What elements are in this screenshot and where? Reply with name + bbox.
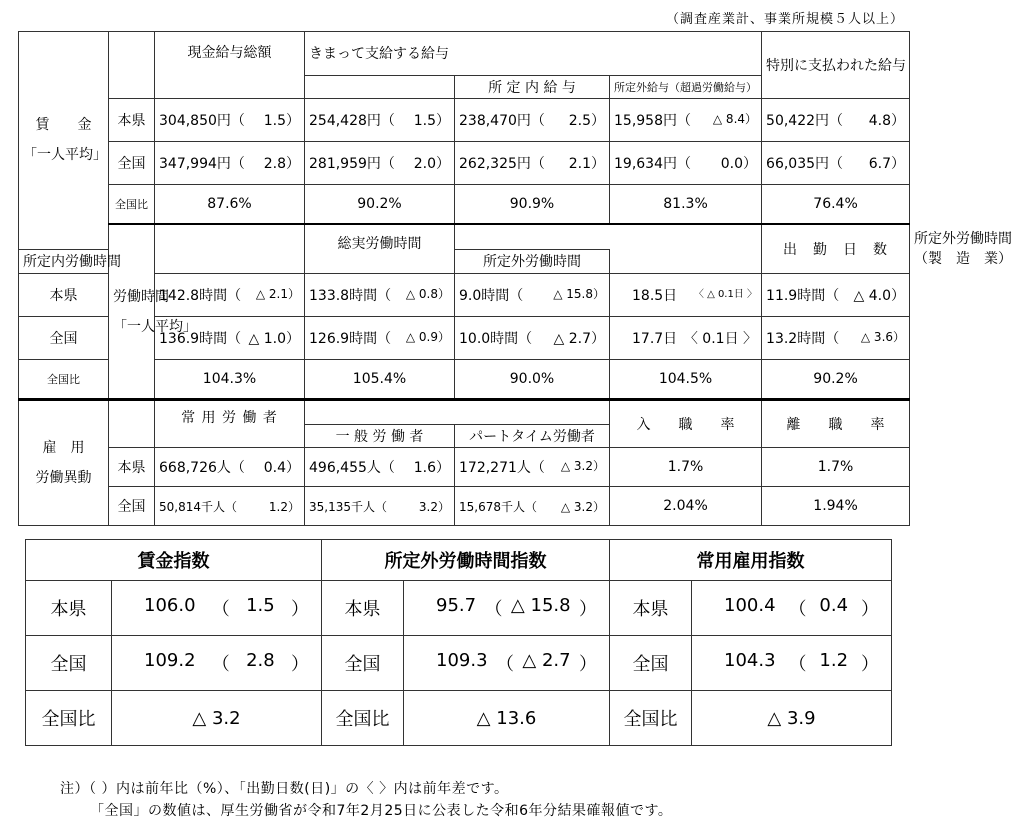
ratio-cell: 87.6% [155,185,305,225]
row-label-prefecture: 本県 [109,448,155,487]
cell: 668,726人（ 0.4） [155,448,305,487]
index-ratio-cell: △ 3.9 [692,691,892,746]
index-ratio-cell: △ 3.2 [112,691,322,746]
cell: 50,422円（ 4.8） [762,99,910,142]
cell: 142.8時間（ △ 2.1） [155,274,305,317]
header-total-wage: 現金給与総額 [155,32,305,99]
cell: 133.8時間（ △ 0.8） [305,274,455,317]
row-label-national: 全国 [610,636,692,691]
ratio-cell: 90.2% [762,360,910,400]
cell: 1.7% [762,448,910,487]
header-fixed-wage: きまって支給する給与 [305,32,762,76]
row-label-ratio: 全国比 [26,691,112,746]
cell: 136.9時間（ △ 1.0） [155,317,305,360]
header-wage-index: 賃金指数 [26,540,322,581]
footnote-2: 「全国」の数値は、厚生労働省が令和7年2月25日に公表した令和6年分結果確報値です。 [90,803,673,819]
index-ratio-cell: △ 13.6 [404,691,610,746]
header-attendance-days: 出 勤 日 数 [762,224,910,274]
cell: 304,850円（ 1.5） [155,99,305,142]
index-cell: 109.3 （ △ 2.7 ） [404,636,610,691]
row-label-ratio: 全国比 [610,691,692,746]
row-label-prefecture: 本県 [610,581,692,636]
index-table [25,539,892,746]
cell: 66,035円（ 6.7） [762,142,910,185]
cell: 9.0時間（ △ 15.8） [455,274,610,317]
ratio-cell: 90.0% [455,360,610,400]
cell: 238,470円（ 2.5） [455,99,610,142]
cell: 281,959円（ 2.0） [305,142,455,185]
wage-section-label: 賃 金 「一人平均」 [19,32,109,250]
header-overtime-index: 所定外労働時間指数 [322,540,610,581]
header-scheduled-wage: 所 定 内 給 与 [455,75,610,98]
header-hire-rate: 入 職 率 [610,400,762,448]
row-label-ratio: 全国比 [19,360,109,400]
row-label-national: 全国 [322,636,404,691]
cell: 50,814千人（ 1.2） [155,487,305,526]
header-regular-workers: 常 用 労 働 者 [155,400,305,448]
row-label-prefecture: 本県 [109,99,155,142]
cell: 2.04% [610,487,762,526]
header-part-time-workers: パートタイム労働者 [455,424,610,447]
cell: 172,271人（ △ 3.2） [455,448,610,487]
header-special-wage: 特別に支払われた給与 [762,32,910,99]
ratio-cell: 81.3% [610,185,762,225]
row-label-ratio: 全国比 [322,691,404,746]
cell: 15,678千人（ △ 3.2） [455,487,610,526]
cell: 11.9時間（ △ 4.0） [762,274,910,317]
ratio-cell: 76.4% [762,185,910,225]
cell: 35,135千人（ 3.2） [305,487,455,526]
cell: 10.0時間（ △ 2.7） [455,317,610,360]
header-overtime-hours: 所定外労働時間 [455,249,610,273]
header-general-workers: 一 般 労 働 者 [305,424,455,447]
ratio-cell: 90.9% [455,185,610,225]
cell: 126.9時間（ △ 0.9） [305,317,455,360]
row-label-prefecture: 本県 [322,581,404,636]
footnote-1: 注）（ ）内は前年比（%）、「出勤日数(日)」の〈 〉内は前年差です。 [60,781,509,797]
row-label-ratio: 全国比 [109,185,155,225]
statistics-table: 賃 金 「一人平均」 現金給与総額 きまって支給する給与 特別に支払われた給与 所 定 内 給 与 所定外給与（超過労働給与） 本県 304,850円（ 1.5） 254,428円（ 1.5） 238,470円（ 2.5） 15,958円（ △ 8.4） 50,422円（ 4.8） 全国 347,994円（ 2.8） 281,959円（ 2.0） 262,325円（ 2.1） 19,634円（ 0.0） 66,035円（ 6.7） 全国比 87.6% 90.2% 90.9% 81.3% 76.4% 労働時間 「一人平均」 総実労働時間 出 勤 日 数 所定外労働時間 （製 造 業） 所定内労働時間 所定外労働時間 本県 142.8時間（ △ 2.1） 133.8時間（ △ 0.8） 9.0時間（ △ 15.8） 18.5日 〈 △ 0.1日 〉 11.9時間（ △ 4.0） 全国 136.9時間（ △ 1.0） 126.9時間（ △ 0.9） 10.0時間（ △ 2.7） 17.7日 〈 0.1日 〉 13.2時間（ △ 3.6） 全国比 104.3% 105.4% 90.0% 104.5% 90.2% 雇 用 労働異動 常 用 労 働 者 入 職 率 離 職 率 一 般 労 働 者 パートタイム労働者 本県 668,726人（ 0.4） 496,455人（ 1.6） 172,271人（ △ 3.2） 1.7% 1.7% 全国 50,814千人（ 1.2） 35,135千人（ 3.2） 15,678千人（ △ 3.2） 2.04% 1.94% [18,31,910,526]
cell: 18.5日 〈 △ 0.1日 〉 [610,274,762,317]
row-label-national: 全国 [26,636,112,691]
cell: 1.7% [610,448,762,487]
employment-section-label: 雇 用 労働異動 [19,400,109,526]
index-cell: 95.7 （ △ 15.8 ） [404,581,610,636]
cell: 19,634円（ 0.0） [610,142,762,185]
cell: 254,428円（ 1.5） [305,99,455,142]
header-total-hours: 総実労働時間 [305,224,455,274]
index-cell: 109.2 （ 2.8 ） [112,636,322,691]
cell: 347,994円（ 2.8） [155,142,305,185]
cell: 15,958円（ △ 8.4） [610,99,762,142]
row-label-national: 全国 [109,142,155,185]
index-cell: 106.0 （ 1.5 ） [112,581,322,636]
header-separation-rate: 離 職 率 [762,400,910,448]
cell: 262,325円（ 2.1） [455,142,610,185]
cell: 496,455人（ 1.6） [305,448,455,487]
ratio-cell: 104.3% [155,360,305,400]
cell: 17.7日 〈 0.1日 〉 [610,317,762,360]
ratio-cell: 105.4% [305,360,455,400]
cell: 13.2時間（ △ 3.6） [762,317,910,360]
hours-section-label: 労働時間 「一人平均」 [109,224,155,400]
index-cell: 104.3 （ 1.2 ） [692,636,892,691]
scope-note: （調査産業計、事業所規模５人以上） [665,12,904,27]
header-scheduled-hours: 所定内労働時間 [19,249,109,273]
ratio-cell: 104.5% [610,360,762,400]
row-label-prefecture: 本県 [19,274,109,317]
header-employment-index: 常用雇用指数 [610,540,892,581]
index-cell: 100.4 （ 0.4 ） [692,581,892,636]
row-label-prefecture: 本県 [26,581,112,636]
row-label-national: 全国 [109,487,155,526]
cell: 1.94% [762,487,910,526]
ratio-cell: 90.2% [305,185,455,225]
header-overtime-wage: 所定外給与（超過労働給与） [610,75,762,98]
row-label-national: 全国 [19,317,109,360]
